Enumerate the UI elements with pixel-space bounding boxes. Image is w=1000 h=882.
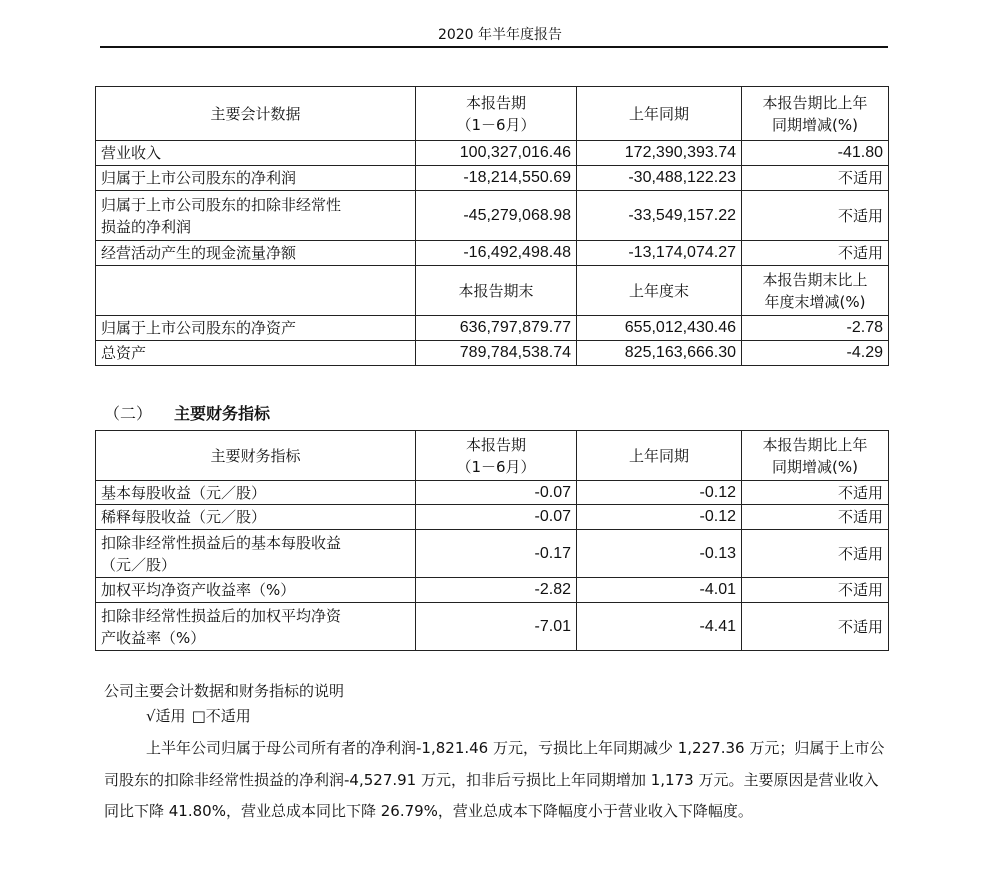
option-not-applicable: □不适用	[191, 707, 251, 725]
change-value: 不适用	[742, 578, 889, 603]
table-row	[96, 191, 889, 241]
table-row	[96, 166, 889, 191]
row-label: 归属于上市公司股东的净利润	[96, 166, 416, 191]
header-current-period: 本报告期 （1－6月）	[416, 87, 577, 141]
report-header-title: 2020 年半年度报告	[437, 27, 563, 43]
current-value: -7.01	[416, 603, 577, 651]
section-heading	[104, 401, 270, 424]
header-divider	[100, 46, 888, 48]
table-header-row	[96, 87, 889, 141]
prior-value: 172,390,393.74	[577, 141, 742, 166]
header-item: 主要会计数据	[96, 87, 416, 141]
row-label: 经营活动产生的现金流量净额	[96, 241, 416, 266]
row-label: 扣除非经常性损益后的加权平均净资 产收益率（%）	[96, 603, 416, 651]
key-financial-indicators-table	[95, 430, 889, 651]
row-label: 稀释每股收益（元／股）	[96, 505, 416, 530]
prior-value: -33,549,157.22	[577, 191, 742, 241]
header-item: 主要财务指标	[96, 431, 416, 481]
current-value: 636,797,879.77	[416, 316, 577, 341]
row-label: 营业收入	[96, 141, 416, 166]
prior-value: -0.12	[577, 505, 742, 530]
header-change-pct: 本报告期比上年 同期增减(%)	[742, 431, 889, 481]
change-value: 不适用	[742, 166, 889, 191]
current-value: -45,279,068.98	[416, 191, 577, 241]
header-prior-period: 上年同期	[577, 87, 742, 141]
current-value: -16,492,498.48	[416, 241, 577, 266]
header-current-period: 本报告期 （1－6月）	[416, 431, 577, 481]
current-value: -0.07	[416, 481, 577, 505]
prior-value: -30,488,122.23	[577, 166, 742, 191]
change-value: 不适用	[742, 505, 889, 530]
table-subheader-row	[96, 266, 889, 316]
table-row	[96, 141, 889, 166]
subheader-blank	[96, 266, 416, 316]
header-change-pct: 本报告期比上年 同期增减(%)	[742, 87, 889, 141]
section-title: 主要财务指标	[174, 404, 271, 423]
prior-value: -0.12	[577, 481, 742, 505]
subheader-prior-year-end: 上年度末	[577, 266, 742, 316]
prior-value: 825,163,666.30	[577, 341, 742, 366]
row-label: 归属于上市公司股东的净资产	[96, 316, 416, 341]
current-value: -0.07	[416, 505, 577, 530]
section-number: （二）	[104, 404, 153, 423]
change-value: 不适用	[742, 191, 889, 241]
table-row	[96, 505, 889, 530]
current-value: 100,327,016.46	[416, 141, 577, 166]
change-value: 不适用	[742, 481, 889, 505]
table-row	[96, 578, 889, 603]
current-value: -2.82	[416, 578, 577, 603]
subheader-change-pct: 本报告期末比上 年度末增减(%)	[742, 266, 889, 316]
row-label: 归属于上市公司股东的扣除非经常性 损益的净利润	[96, 191, 416, 241]
prior-value: -13,174,074.27	[577, 241, 742, 266]
table-row	[96, 481, 889, 505]
option-applicable: √适用	[146, 707, 186, 725]
row-label: 基本每股收益（元／股）	[96, 481, 416, 505]
table-row	[96, 316, 889, 341]
change-value: 不适用	[742, 530, 889, 578]
prior-value: -4.01	[577, 578, 742, 603]
current-value: -0.17	[416, 530, 577, 578]
table-header-row	[96, 431, 889, 481]
row-label: 总资产	[96, 341, 416, 366]
key-accounting-data-table	[95, 86, 889, 366]
prior-value: 655,012,430.46	[577, 316, 742, 341]
table-row	[96, 603, 889, 651]
header-prior-period: 上年同期	[577, 431, 742, 481]
row-label: 扣除非经常性损益后的基本每股收益 （元／股）	[96, 530, 416, 578]
change-value: -2.78	[742, 316, 889, 341]
prior-value: -0.13	[577, 530, 742, 578]
prior-value: -4.41	[577, 603, 742, 651]
current-value: 789,784,538.74	[416, 341, 577, 366]
subheader-period-end: 本报告期末	[416, 266, 577, 316]
change-value: -41.80	[742, 141, 889, 166]
change-value: 不适用	[742, 241, 889, 266]
row-label: 加权平均净资产收益率（%）	[96, 578, 416, 603]
notes-paragraph: 上半年公司归属于母公司所有者的净利润-1,821.46 万元，亏损比上年同期减少 1,227.36 万元；归属于上市公司股东的扣除非经常性损益的净利润-4,527.91 万元，扣非后亏损比上年同期增加 1,173 万元。主要原因是营业收入同比下降 41.80%，营业总成本同比下降 26.79%，营业总成本下降幅度小于营业收入下降幅度。	[104, 739, 885, 820]
notes-heading: 公司主要会计数据和财务指标的说明	[104, 682, 345, 700]
change-value: -4.29	[742, 341, 889, 366]
change-value: 不适用	[742, 603, 889, 651]
table-row	[96, 530, 889, 578]
applicability-options	[146, 705, 257, 726]
current-value: -18,214,550.69	[416, 166, 577, 191]
table-row	[96, 341, 889, 366]
table-row	[96, 241, 889, 266]
